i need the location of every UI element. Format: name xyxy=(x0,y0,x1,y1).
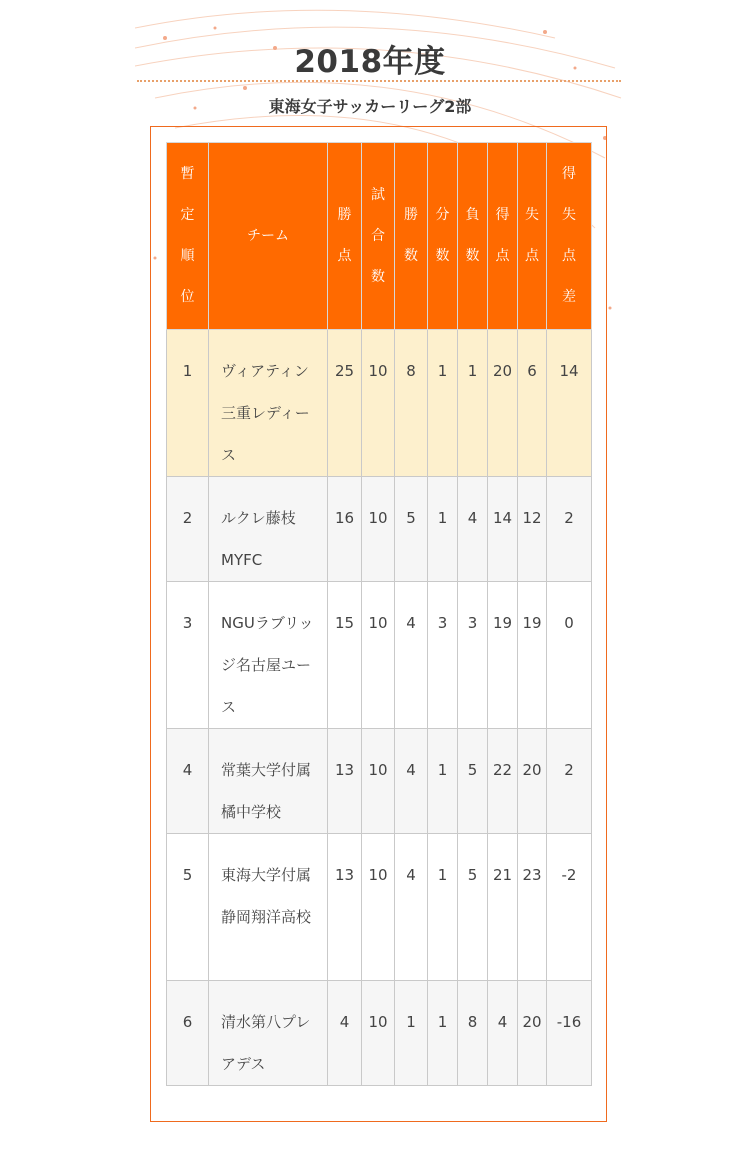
cell-goal-diff: 2 xyxy=(547,477,592,582)
table-row xyxy=(167,729,592,834)
league-subtitle: 東海女子サッカーリーグ2部 xyxy=(268,97,472,116)
header-row xyxy=(167,143,592,330)
header-wins: 勝数 xyxy=(395,143,428,330)
table-row xyxy=(167,834,592,981)
cell-points: 25 xyxy=(328,330,362,477)
cell-team: ルクレ藤枝MYFC xyxy=(209,477,328,582)
table-row xyxy=(167,582,592,729)
cell-team: ヴィアティン三重レディース xyxy=(209,330,328,477)
cell-rank: 3 xyxy=(167,582,209,729)
header-draws: 分数 xyxy=(428,143,458,330)
cell-losses: 4 xyxy=(458,477,488,582)
cell-played: 10 xyxy=(362,330,395,477)
cell-goals-for: 21 xyxy=(488,834,518,981)
cell-losses: 8 xyxy=(458,981,488,1086)
cell-rank: 6 xyxy=(167,981,209,1086)
cell-team: NGUラブリッジ名古屋ユース xyxy=(209,582,328,729)
cell-points: 15 xyxy=(328,582,362,729)
header-rank: 暫定順位 xyxy=(167,143,209,330)
cell-draws: 1 xyxy=(428,834,458,981)
cell-goals-against: 23 xyxy=(518,834,547,981)
table-row xyxy=(167,330,592,477)
cell-points: 13 xyxy=(328,729,362,834)
cell-goals-for: 14 xyxy=(488,477,518,582)
header-goals-against: 失点 xyxy=(518,143,547,330)
cell-losses: 1 xyxy=(458,330,488,477)
cell-rank: 2 xyxy=(167,477,209,582)
cell-goals-for: 4 xyxy=(488,981,518,1086)
cell-played: 10 xyxy=(362,834,395,981)
cell-goal-diff: 2 xyxy=(547,729,592,834)
cell-losses: 3 xyxy=(458,582,488,729)
cell-losses: 5 xyxy=(458,834,488,981)
cell-draws: 3 xyxy=(428,582,458,729)
cell-wins: 4 xyxy=(395,729,428,834)
cell-goals-against: 6 xyxy=(518,330,547,477)
cell-wins: 4 xyxy=(395,582,428,729)
standings-table xyxy=(166,142,592,1086)
cell-points: 16 xyxy=(328,477,362,582)
cell-draws: 1 xyxy=(428,729,458,834)
header-goals-for: 得点 xyxy=(488,143,518,330)
cell-goal-diff: 14 xyxy=(547,330,592,477)
cell-rank: 1 xyxy=(167,330,209,477)
cell-played: 10 xyxy=(362,981,395,1086)
header-played: 試合数 xyxy=(362,143,395,330)
cell-wins: 5 xyxy=(395,477,428,582)
cell-goals-against: 20 xyxy=(518,729,547,834)
header-points: 勝点 xyxy=(328,143,362,330)
cell-goal-diff: 0 xyxy=(547,582,592,729)
cell-goals-against: 12 xyxy=(518,477,547,582)
cell-points: 13 xyxy=(328,834,362,981)
cell-draws: 1 xyxy=(428,477,458,582)
cell-goal-diff: -2 xyxy=(547,834,592,981)
header-team: チーム xyxy=(209,143,328,330)
cell-goals-against: 19 xyxy=(518,582,547,729)
cell-goals-for: 20 xyxy=(488,330,518,477)
header-goal-diff: 得失点差 xyxy=(547,143,592,330)
page-title: 2018年度 xyxy=(294,44,446,80)
cell-losses: 5 xyxy=(458,729,488,834)
header-losses: 負数 xyxy=(458,143,488,330)
table-row xyxy=(167,981,592,1086)
cell-rank: 4 xyxy=(167,729,209,834)
cell-goal-diff: -16 xyxy=(547,981,592,1086)
cell-points: 4 xyxy=(328,981,362,1086)
cell-wins: 1 xyxy=(395,981,428,1086)
table-row xyxy=(167,477,592,582)
cell-team: 常葉大学付属橘中学校 xyxy=(209,729,328,834)
cell-goals-for: 22 xyxy=(488,729,518,834)
cell-team: 清水第八プレアデス xyxy=(209,981,328,1086)
cell-draws: 1 xyxy=(428,330,458,477)
cell-rank: 5 xyxy=(167,834,209,981)
cell-played: 10 xyxy=(362,477,395,582)
cell-played: 10 xyxy=(362,582,395,729)
cell-goals-for: 19 xyxy=(488,582,518,729)
title-divider xyxy=(137,80,621,82)
cell-played: 10 xyxy=(362,729,395,834)
cell-wins: 4 xyxy=(395,834,428,981)
cell-draws: 1 xyxy=(428,981,458,1086)
cell-goals-against: 20 xyxy=(518,981,547,1086)
cell-wins: 8 xyxy=(395,330,428,477)
cell-team: 東海大学付属静岡翔洋高校 xyxy=(209,834,328,981)
